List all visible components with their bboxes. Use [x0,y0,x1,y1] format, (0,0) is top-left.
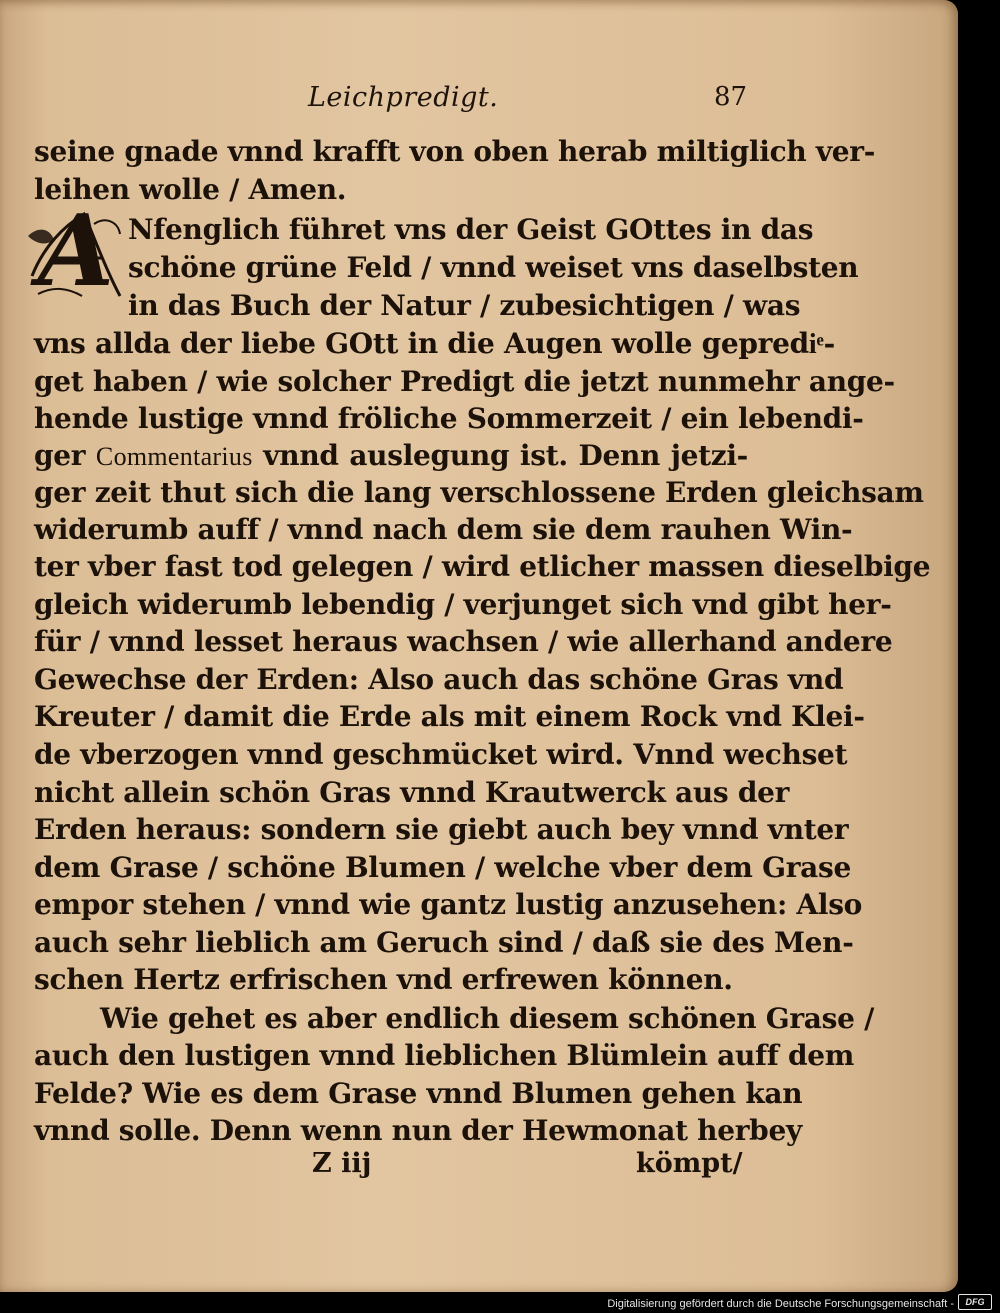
text-line: gleich widerumb lebendig / verjunget sich vnd gibt her- [34,588,892,621]
text-line: schen Hertz erfrischen vnd erfrewen können. [34,963,733,996]
text-line: auch den lustigen vnnd lieblichen Blümlein auff dem [34,1039,855,1072]
latin-term: Commentarius [95,442,253,471]
text-line: auch sehr lieblich am Geruch sind / daß sie des Men- [34,926,854,959]
text-line: empor stehen / vnnd wie gantz lustig anzusehen: Also [34,888,863,921]
page-number: 87 [714,82,748,112]
text-line: schöne grüne Feld / vnnd weiset vns daselbsten [128,251,859,284]
page-header [0,82,958,122]
catchword: kömpt/ [636,1148,743,1179]
text-line: seine gnade vnnd krafft von oben herab miltiglich ver- [34,135,876,168]
funding-credit: Digitalisierung gefördert durch die Deutsche Forschungsgemeinschaft - [607,1298,954,1310]
signature-mark: Z iij [312,1148,372,1179]
text-line: in das Buch der Natur / zubesichtigen / was [128,289,801,322]
text-line: für / vnnd lesset heraus wachsen / wie allerhand andere [34,625,893,658]
page-footer [0,1148,958,1188]
text-line: de vberzogen vnnd geschmücket wird. Vnnd wechset [34,738,848,771]
text-line: Kreuter / damit die Erde als mit einem Rock vnd Klei- [34,700,865,733]
text-line: widerumb auff / vnnd nach dem sie dem rauhen Win- [34,513,853,546]
text-line [34,438,748,474]
text-line: hende lustige vnnd fröliche Sommerzeit / ein lebendi- [34,402,864,435]
text-line: Gewechse der Erden: Also auch das schöne Gras vnd [34,663,844,696]
text-line: ger zeit thut sich die lang verschlossene Erden gleichsam [34,476,924,509]
text-line: nicht allein schön Gras vnnd Krautwerck aus der [34,776,790,809]
line-text: vnnd auslegung ist. Denn jetzi- [252,439,748,472]
text-line: dem Grase / schöne Blumen / welche vber dem Grase [34,851,851,884]
text-line: ter vber fast tod gelegen / wird etlicher massen dieselbige [34,550,931,583]
text-line: leihen wolle / Amen. [34,173,347,206]
text-line: vns allda der liebe GOtt in die Augen wolle geprediͤ- [34,327,835,360]
text-line: Nfenglich führet vns der Geist GOttes in das [128,213,814,246]
text-line: vnnd solle. Denn wenn nun der Hewmonat herbey [34,1114,802,1147]
running-head: Leichpredigt. [308,82,499,113]
text-line: Wie gehet es aber endlich diesem schönen Grase / [100,1002,875,1035]
drop-cap-letter: A [37,194,115,309]
line-text: ger [34,439,96,472]
text-line: Felde? Wie es dem Grase vnnd Blumen gehen kan [34,1077,803,1110]
text-line: Erden heraus: sondern sie giebt auch bey vnnd vnter [34,813,849,846]
dfg-logo: DFG [958,1294,992,1310]
text-line: get haben / wie solcher Predigt die jetzt nunmehr ange- [34,365,895,398]
credit-bar [0,1292,1000,1313]
